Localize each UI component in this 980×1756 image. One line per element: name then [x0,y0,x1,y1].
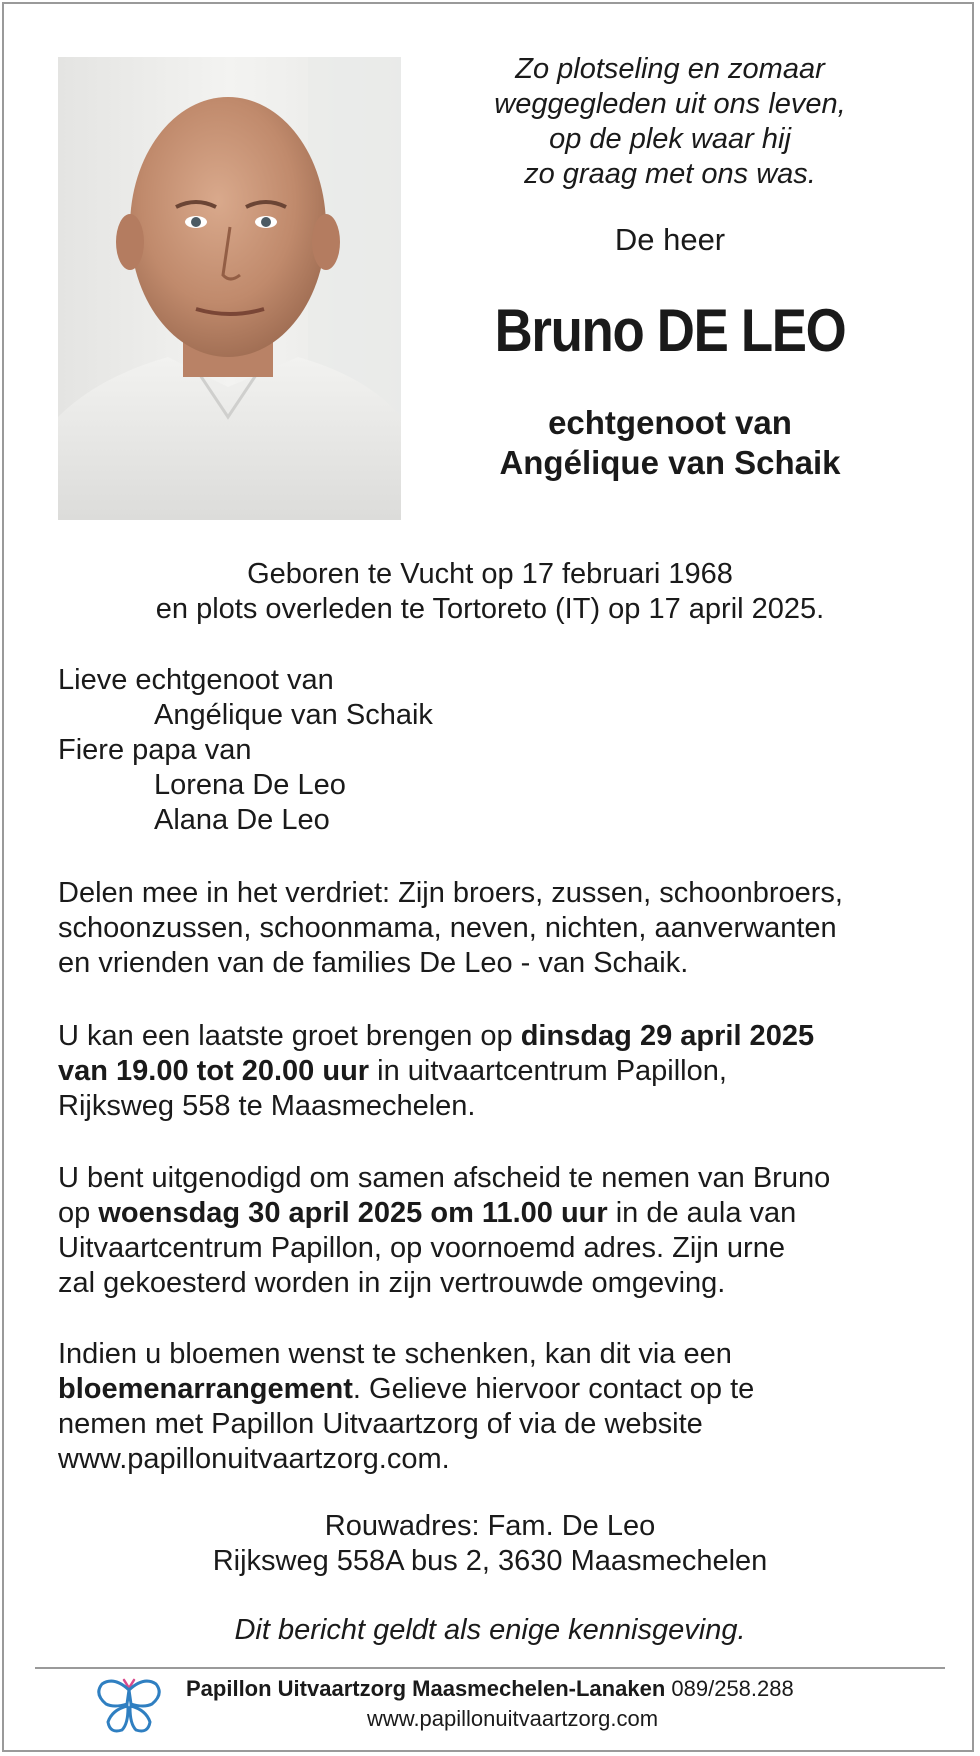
birth-line: Geboren te Vucht op 17 februari 1968 [247,558,733,590]
paragraph-line: Rijksweg 558 te Maasmechelen. [58,1090,476,1122]
paragraph-line [58,1019,814,1054]
child-name: Lorena De Leo [154,769,346,801]
text-span: . Gelieve hiervoor contact op te [352,1373,755,1405]
family-section [58,663,433,838]
address-line: Rouwadres: Fam. De Leo [324,1510,656,1542]
spouse-name: Angélique van Schaik [499,444,841,481]
shared-grief-section [58,876,843,981]
visitation-date: dinsdag 29 april 2025 [520,1020,815,1052]
paragraph-line: schoonzussen, schoonmama, neven, nichten, aanverwanten [58,912,837,944]
child-name: Alana De Leo [154,804,330,836]
death-line: en plots overleden te Tortoreto (IT) op 17 april 2025. [155,593,825,625]
visitation-section [58,1019,814,1124]
deceased-name: Bruno DE LEO [494,297,846,364]
poem [450,52,890,192]
children-intro-line: Fiere papa van [58,734,252,766]
spouse-intro-line: Lieve echtgenoot van [58,664,334,696]
flowers-section [58,1337,754,1477]
text-span: op [58,1197,99,1229]
footer-divider [35,1667,945,1669]
spouse-intro: echtgenoot van [548,404,792,441]
portrait-photo [58,57,401,520]
farewell-datetime: woensdag 30 april 2025 om 11.00 uur [98,1197,608,1229]
poem-line: zo graag met ons was. [524,158,816,190]
paragraph-line: en vrienden van de families De Leo - van Schaik. [58,947,689,979]
text-span: in uitvaartcentrum Papillon, [369,1055,727,1087]
company-phone[interactable]: 089/258.288 [671,1676,794,1701]
paragraph-line: nemen met Papillon Uitvaartzorg of via de website [58,1408,703,1440]
paragraph-line [58,1372,754,1407]
paragraph-line: Indien u bloemen wenst te schenken, kan dit via een [58,1338,732,1370]
paragraph-line: Delen mee in het verdriet: Zijn broers, zussen, schoonbroers, [58,877,843,909]
poem-line: Zo plotseling en zomaar [515,53,825,85]
paragraph-line: U bent uitgenodigd om samen afscheid te nemen van Bruno [58,1162,831,1194]
honorific: De heer [614,222,726,257]
poem-line: weggegleden uit ons leven, [494,88,846,120]
butterfly-logo-icon [94,1674,164,1738]
spouse-name-line: Angélique van Schaik [154,699,433,731]
mourning-address [40,1509,940,1579]
paragraph-line: Uitvaartcentrum Papillon, op voornoemd adres. Zijn urne [58,1232,785,1264]
flower-arrangement-term: bloemenarrangement [58,1373,353,1405]
footer-website[interactable]: www.papillonuitvaartzorg.com [367,1706,659,1731]
portrait-illustration [58,57,401,520]
footer-company [186,1676,794,1702]
visitation-time: van 19.00 tot 20.00 uur [58,1055,370,1087]
text-span: U kan een laatste groet brengen op [58,1020,521,1052]
spouse-heading [430,403,910,483]
paragraph-line: zal gekoesterd worden in zijn vertrouwde omgeving. [58,1267,726,1299]
website-line: www.papillonuitvaartzorg.com. [58,1443,450,1475]
birth-death-info [40,557,940,627]
notice-text: Dit bericht geldt als enige kennisgeving. [234,1614,746,1646]
paragraph-line [58,1054,814,1089]
paragraph-line [58,1196,830,1231]
poem-line: op de plek waar hij [549,123,791,155]
company-name: Papillon Uitvaartzorg Maasmechelen-Lanaken [186,1676,666,1701]
address-line: Rijksweg 558A bus 2, 3630 Maasmechelen [212,1545,768,1577]
farewell-section [58,1161,830,1301]
text-span: in de aula van [607,1197,797,1229]
